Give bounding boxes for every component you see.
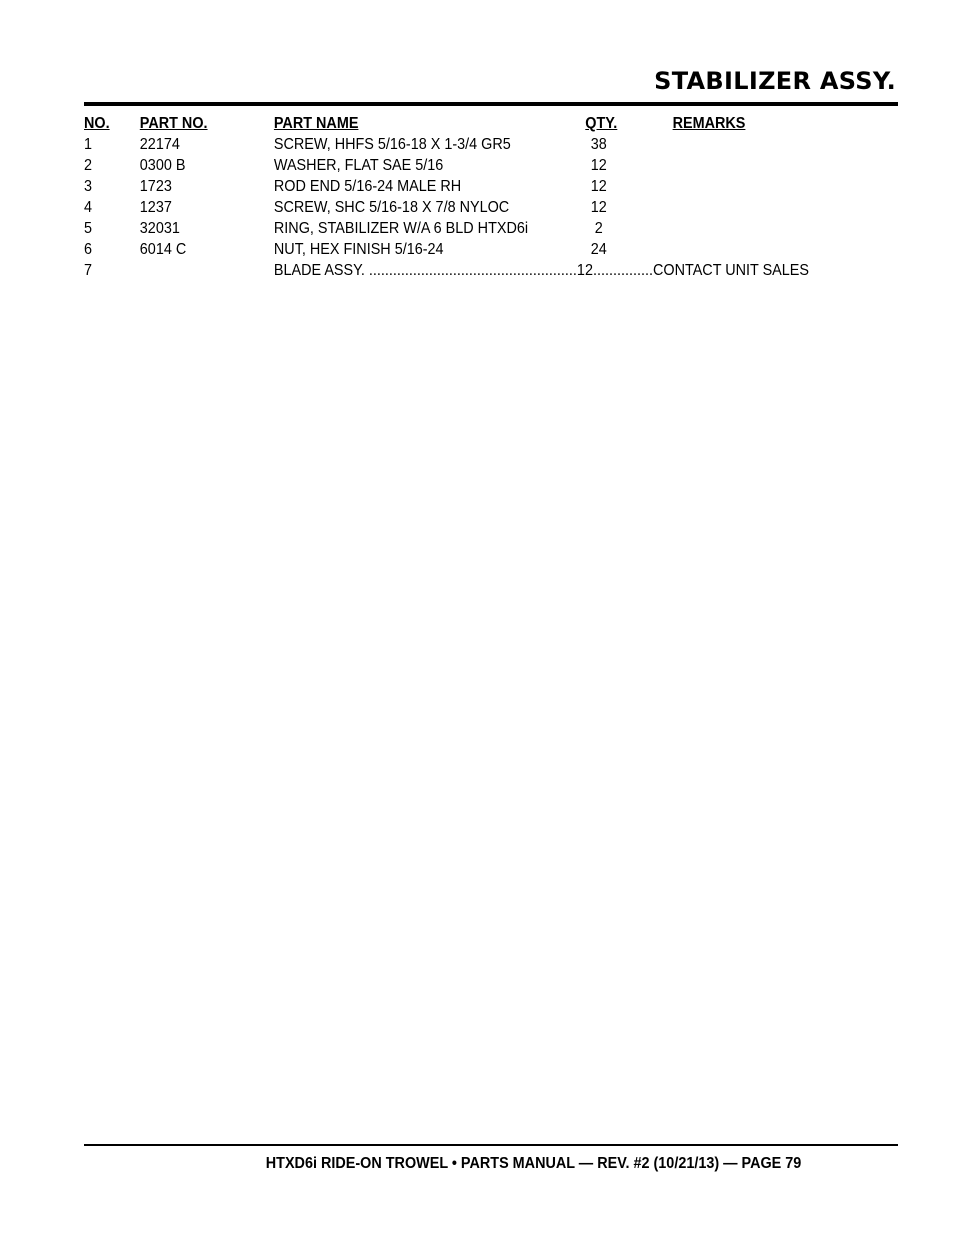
remarks: CONTACT UNIT SALES: [652, 262, 810, 279]
quantity: 38: [590, 136, 607, 153]
part-number: 0300 B: [139, 157, 186, 174]
part-name: BLADE ASSY.: [273, 262, 369, 279]
table-row: [84, 218, 817, 239]
part-name: SCREW, HHFS 5/16-18 X 1-3/4 GR5: [273, 136, 511, 153]
table-row: [84, 197, 817, 218]
table-row: [84, 239, 817, 260]
column-header-remarks: REMARKS: [672, 115, 746, 132]
table-row-dotted: [84, 260, 817, 281]
parts-table: [84, 113, 817, 281]
part-number: 1723: [139, 178, 172, 195]
item-no: 3: [84, 178, 93, 195]
dotted-line-content: [274, 260, 809, 281]
table-row: [84, 176, 817, 197]
part-number: 6014 C: [139, 241, 187, 258]
part-number: 22174: [139, 136, 180, 153]
item-no: 7: [84, 262, 93, 279]
part-number: 32031: [139, 220, 180, 237]
column-header-no: NO.: [84, 115, 110, 132]
column-header-part-name: PART NAME: [273, 115, 359, 132]
item-no: 4: [84, 199, 93, 216]
quantity: 12: [590, 199, 607, 216]
item-no: 5: [84, 220, 93, 237]
dot-leader: ....................................................: [368, 262, 577, 279]
item-no: 1: [84, 136, 93, 153]
title-divider: [84, 102, 898, 106]
part-name: ROD END 5/16-24 MALE RH: [273, 178, 462, 195]
part-name: RING, STABILIZER W/A 6 BLD HTXD6i: [273, 220, 529, 237]
part-name: WASHER, FLAT SAE 5/16: [273, 157, 444, 174]
quantity: 24: [590, 241, 607, 258]
footer-text: HTXD6i RIDE-ON TROWEL • PARTS MANUAL — REV. #2 (10/21/13) — PAGE 79: [266, 1155, 802, 1172]
quantity: 12: [590, 157, 607, 174]
column-header-qty: QTY.: [585, 115, 618, 132]
part-name: NUT, HEX FINISH 5/16-24: [273, 241, 444, 258]
part-name: SCREW, SHC 5/16-18 X 7/8 NYLOC: [273, 199, 510, 216]
item-no: 6: [84, 241, 93, 258]
page-title: STABILIZER ASSY.: [654, 67, 896, 95]
quantity: 2: [594, 220, 603, 237]
footer-divider: [84, 1144, 898, 1146]
dot-leader: ...............: [592, 262, 653, 279]
table-row: [84, 134, 817, 155]
quantity: 12: [590, 178, 607, 195]
page-footer: [84, 1153, 898, 1175]
column-header-part-no: PART NO.: [139, 115, 208, 132]
table-header-row: [84, 113, 817, 134]
part-number: 1237: [139, 199, 172, 216]
item-no: 2: [84, 157, 93, 174]
table-row: [84, 155, 817, 176]
quantity: 12: [576, 262, 593, 279]
